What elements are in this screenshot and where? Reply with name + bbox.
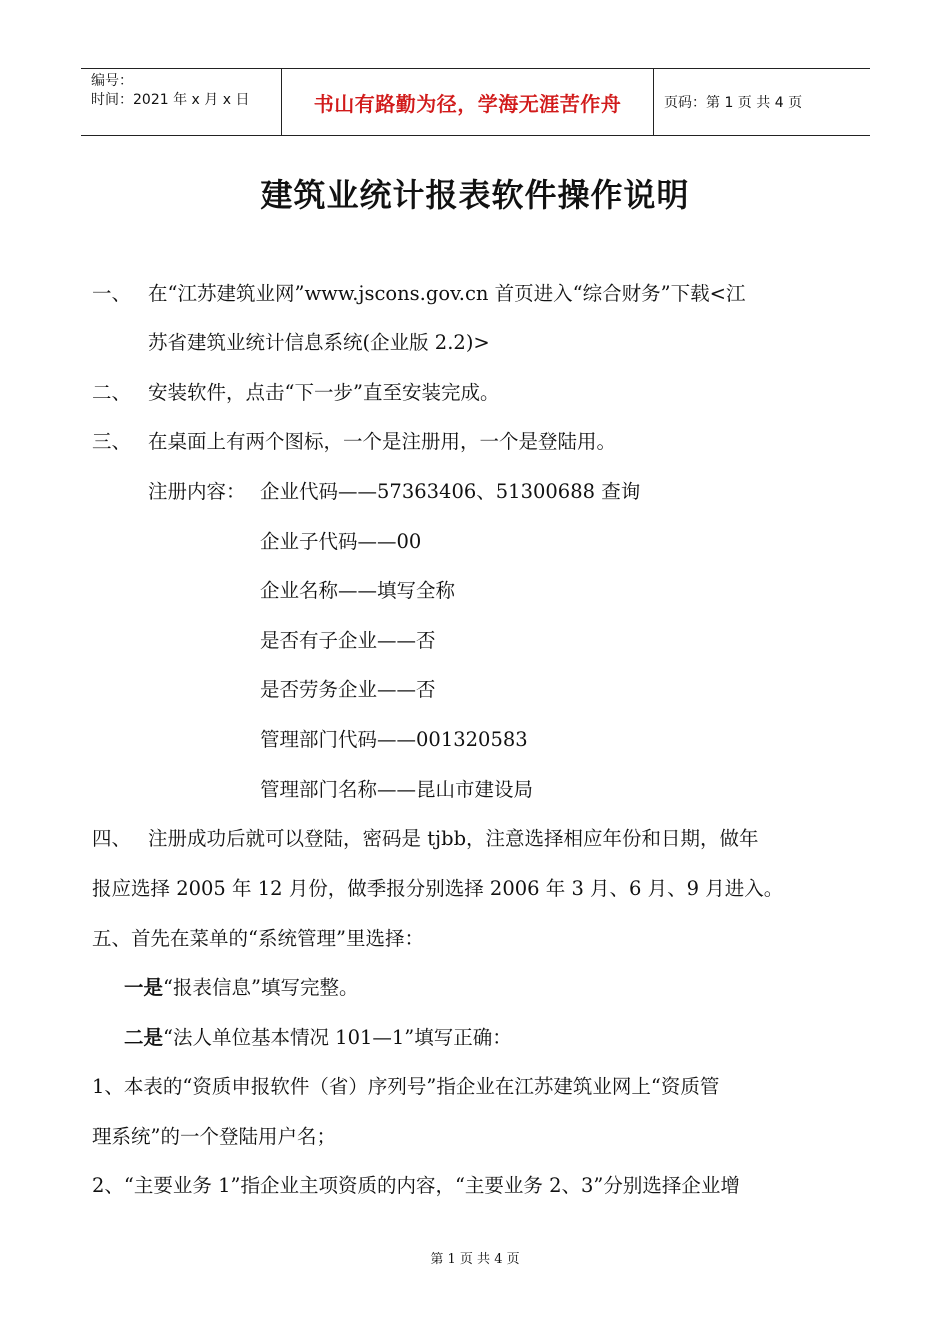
registration-item-company-name: 企业名称——填写全称: [260, 579, 456, 602]
point-1-line-1: 1、本表的“资质申报软件（省）序列号”指企业在江苏建筑业网上“资质管: [92, 1075, 720, 1098]
header-page-label: 页码：第 1 页 共 4 页: [664, 95, 803, 111]
section-5-item-b-text: “法人单位基本情况 101—1”填写正确：: [163, 1026, 512, 1049]
header-table: [81, 68, 870, 136]
header-motto: 书山有路勤为径，学海无涯苦作舟: [313, 91, 622, 116]
section-5-item-b-lead: 二是: [124, 1026, 164, 1049]
section-5-item-a-lead: 一是: [124, 976, 164, 999]
registration-item-dept-code: 管理部门代码——001320583: [260, 728, 528, 751]
header-motto-cell: [281, 69, 654, 135]
section-5-item-b: [124, 1025, 512, 1051]
registration-item-has-sub: 是否有子企业——否: [260, 629, 436, 652]
section-5-item-a-text: “报表信息”填写完整。: [163, 976, 359, 999]
section-number-4: 四、: [92, 827, 132, 850]
header-page-cell: [654, 69, 870, 135]
section-number-1: 一、: [92, 282, 132, 305]
registration-label: 注册内容：: [148, 480, 246, 503]
registration-item-sub-code: 企业子代码——00: [260, 530, 422, 553]
section-3-text: 在桌面上有两个图标，一个是注册用，一个是登陆用。: [148, 430, 617, 453]
document-title: 建筑业统计报表软件操作说明: [260, 176, 690, 214]
section-number-3: 三、: [92, 430, 132, 453]
section-4-line-1: 注册成功后就可以登陆，密码是 tjbb，注意选择相应年份和日期，做年: [148, 827, 759, 850]
section-number-2: 二、: [92, 381, 132, 404]
point-2-line-1: 2、“主要业务 1”指企业主项资质的内容，“主要业务 2、3”分别选择企业增: [92, 1174, 740, 1197]
page-footer: 第 1 页 共 4 页: [430, 1252, 520, 1267]
document-time-label: 时间：2021 年 x 月 x 日: [91, 92, 250, 108]
section-5-item-a: [124, 975, 358, 1001]
section-5-text: 五、首先在菜单的“系统管理”里选择：: [92, 927, 424, 950]
section-4-line-2: 报应选择 2005 年 12 月份，做季报分别选择 2006 年 3 月、6 月、9 月进入。: [92, 877, 784, 900]
point-1-line-2: 理系统”的一个登陆用户名；: [92, 1125, 336, 1148]
section-2-text: 安装软件，点击“下一步”直至安装完成。: [148, 381, 500, 404]
header-meta-cell: [81, 69, 281, 135]
section-1-line-1: 在“江苏建筑业网”www.jscons.gov.cn 首页进入“综合财务”下载<江: [148, 282, 746, 305]
document-number-label: 编号：: [91, 73, 133, 89]
registration-item-company-code: 企业代码——57363406、51300688 查询: [260, 480, 641, 503]
registration-item-dept-name: 管理部门名称——昆山市建设局: [260, 778, 534, 801]
section-1-line-2: 苏省建筑业统计信息系统(企业版 2.2)>: [148, 331, 490, 354]
registration-item-labor: 是否劳务企业——否: [260, 678, 436, 701]
